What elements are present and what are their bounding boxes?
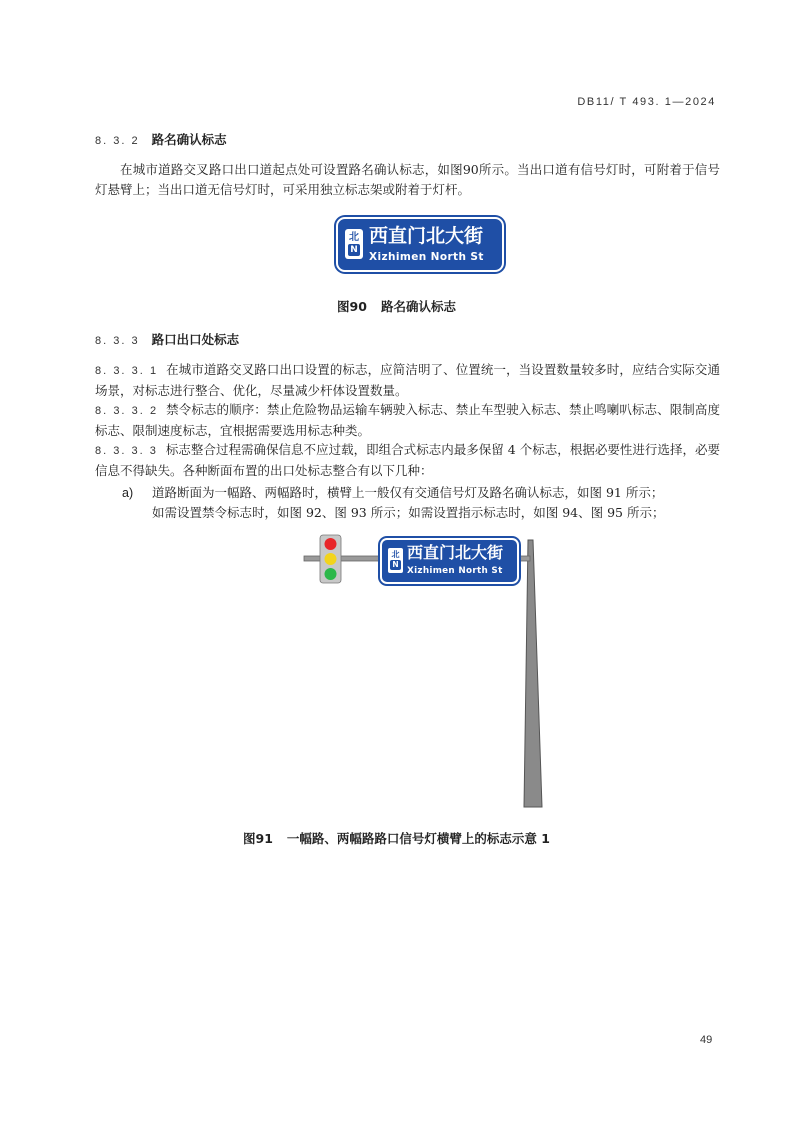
compass-north-zh: 北: [391, 550, 400, 559]
compass-north-en: N: [390, 560, 401, 570]
figure-title: 一幅路、两幅路路口信号灯横臂上的标志示意 1: [286, 831, 550, 846]
sign-chinese-name: 西直门北大街: [369, 225, 484, 247]
compass-north-zh: 北: [349, 232, 359, 243]
list-item-a: [152, 483, 722, 523]
section-title: 路名确认标志: [151, 132, 227, 147]
figure-90-caption: [0, 297, 793, 315]
red-light-icon: [325, 538, 337, 550]
sign-english-name: Xizhimen North St: [369, 251, 484, 263]
paragraph-8-3-3-2: [95, 400, 720, 441]
compass-icon: [388, 548, 403, 573]
clause-number: 8. 3. 3. 1: [95, 365, 159, 377]
figure-label: 图91: [243, 831, 273, 846]
paragraph-8-3-2: 在城市道路交叉路口出口道起点处可设置路名确认标志，如图90所示。当出口道有信号灯时，可附着于信号灯悬臂上；当出口道无信号灯时，可采用独立标志架或附着于灯杆。: [95, 162, 720, 197]
section-title: 路口出口处标志: [151, 332, 240, 347]
clause-number: 8. 3. 3. 3: [95, 445, 158, 457]
list-item-line-2: 如需设置禁令标志时，如图 92、图 93 所示；如需设置指示标志时，如图 94、图 95 所示；: [152, 505, 665, 520]
paragraph-8-3-3-3: [95, 440, 720, 481]
list-item-line-1: 道路断面为一幅路、两幅路时，横臂上一般仅有交通信号灯及路名确认标志，如图 91 所示；: [152, 485, 664, 500]
section-number: 8. 3. 2: [95, 135, 140, 147]
document-code: DB11/ T 493. 1—2024: [577, 96, 716, 108]
road-name-sign-on-arm: [380, 538, 519, 584]
compass-north-en: N: [348, 244, 360, 256]
pole: [524, 540, 542, 807]
page-number: 49: [700, 1034, 713, 1046]
clause-text: 标志整合过程需确保信息不应过载，即组合式标志内最多保留 4 个标志，根据必要性进行选择，必要信息不得缺失。各种断面布置的出口处标志整合有以下几种：: [95, 442, 720, 478]
clause-number: 8. 3. 3. 2: [95, 405, 159, 417]
paragraph-8-3-3-1: [95, 360, 720, 401]
clause-text: 在城市道路交叉路口出口设置的标志，应简洁明了、位置统一，当设置数量较多时，应结合实际交通场景，对标志进行整合、优化，尽量减少杆体设置数量。: [95, 362, 720, 398]
section-number: 8. 3. 3: [95, 335, 140, 347]
yellow-light-icon: [325, 553, 337, 565]
road-name-sign: [336, 217, 504, 272]
figure-label: 图90: [337, 299, 367, 314]
sign-english-name: Xizhimen North St: [407, 566, 503, 576]
section-heading-8-3-3: [95, 330, 239, 348]
section-heading-8-3-2: [95, 130, 227, 148]
figure-title: 路名确认标志: [380, 299, 456, 314]
compass-icon: [345, 229, 363, 259]
figure-91-caption: [0, 829, 793, 847]
green-light-icon: [325, 568, 337, 580]
clause-text: 禁令标志的顺序：禁止危险物品运输车辆驶入标志、禁止车型驶入标志、禁止鸣喇叭标志、限制高度标志、限制速度标志，宜根据需要选用标志种类。: [95, 402, 720, 438]
list-item-marker: a): [122, 486, 134, 500]
sign-chinese-name: 西直门北大街: [407, 543, 504, 562]
